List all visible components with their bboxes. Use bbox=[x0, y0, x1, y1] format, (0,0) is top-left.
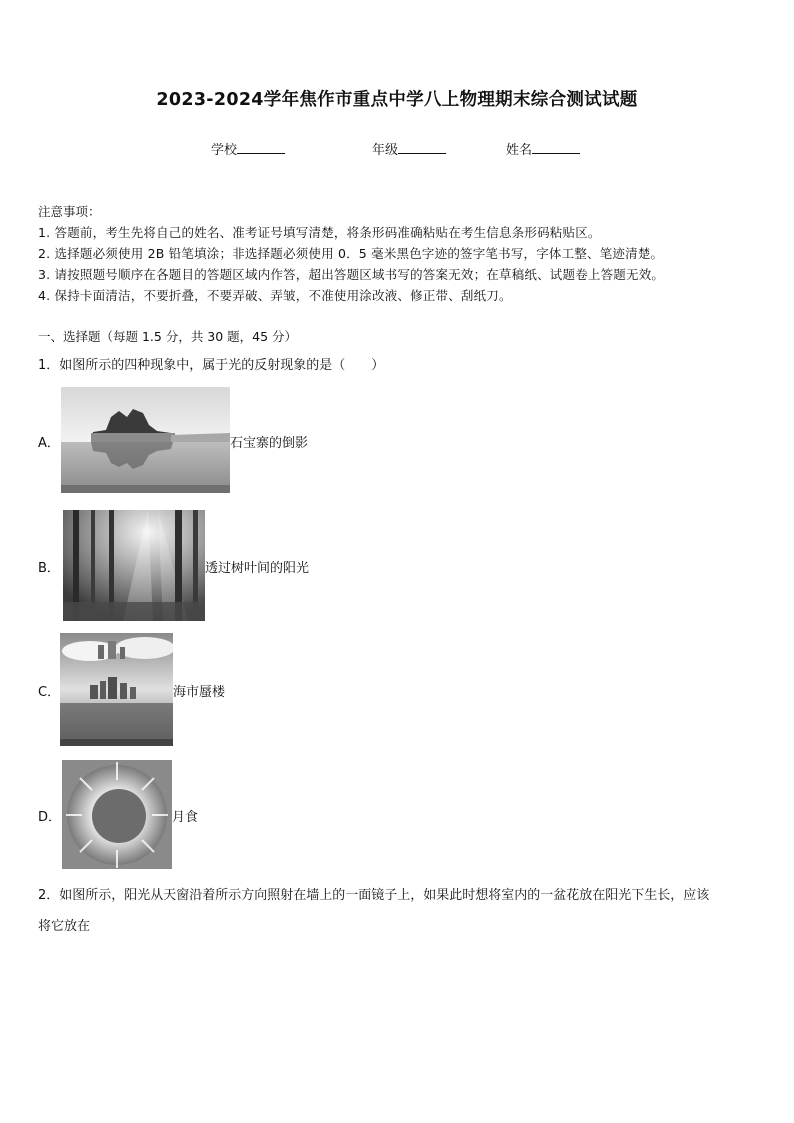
pagoda-reflection-photo bbox=[61, 387, 230, 493]
name-label: 姓名 bbox=[506, 143, 533, 158]
name-blank bbox=[532, 141, 580, 154]
notice-item: 2. 选择题必须使用 2B 铅笔填涂；非选择题必须使用 0．5 毫米黑色字迹的签字笔书写，字体工整、笔迹清楚。 bbox=[38, 246, 664, 261]
question-1-stem: 1．如图所示的四种现象中，属于光的反射现象的是（ ） bbox=[38, 358, 385, 373]
eclipse-photo bbox=[62, 760, 172, 869]
question-2-stem-line2: 将它放在 bbox=[38, 919, 91, 934]
option-c-letter: C． bbox=[38, 685, 61, 700]
option-a-text: 石宝寨的倒影 bbox=[230, 436, 309, 451]
name-field bbox=[506, 139, 580, 158]
option-d-text: 月食 bbox=[172, 810, 199, 825]
notice-item: 1. 答题前，考生先将自己的姓名、准考证号填写清楚，将条形码准确粘贴在考生信息条形码粘贴区。 bbox=[38, 225, 601, 240]
grade-blank bbox=[398, 141, 446, 154]
forest-sunbeams-photo bbox=[63, 510, 205, 621]
option-c-text: 海市蜃楼 bbox=[173, 685, 226, 700]
section-title: 一、选择题（每题 1.5 分，共 30 题，45 分） bbox=[38, 329, 298, 344]
notice-item: 3. 请按照题号顺序在各题目的答题区域内作答，超出答题区域书写的答案无效；在草稿纸、试题卷上答题无效。 bbox=[38, 267, 665, 282]
option-b-text: 透过树叶间的阳光 bbox=[205, 561, 310, 576]
question-2-stem-line1: 2．如图所示，阳光从天窗沿着所示方向照射在墙上的一面镜子上，如果此时想将室内的一盆花放在阳光下生长，应该 bbox=[38, 888, 710, 903]
option-d-letter: D． bbox=[38, 810, 62, 825]
school-field bbox=[211, 139, 285, 158]
notice-heading: 注意事项： bbox=[38, 204, 101, 219]
option-b-letter: B． bbox=[38, 561, 60, 576]
grade-label: 年级 bbox=[372, 143, 399, 158]
grade-field bbox=[372, 139, 446, 158]
page-title: 2023-2024学年焦作市重点中学八上物理期末综合测试试题 bbox=[156, 90, 638, 110]
school-blank bbox=[237, 141, 285, 154]
school-label: 学校 bbox=[211, 143, 238, 158]
mirage-photo bbox=[60, 633, 173, 746]
notice-item: 4. 保持卡面清洁，不要折叠，不要弄破、弄皱，不准使用涂改液、修正带、刮纸刀。 bbox=[38, 288, 512, 303]
option-a-letter: A． bbox=[38, 436, 60, 451]
